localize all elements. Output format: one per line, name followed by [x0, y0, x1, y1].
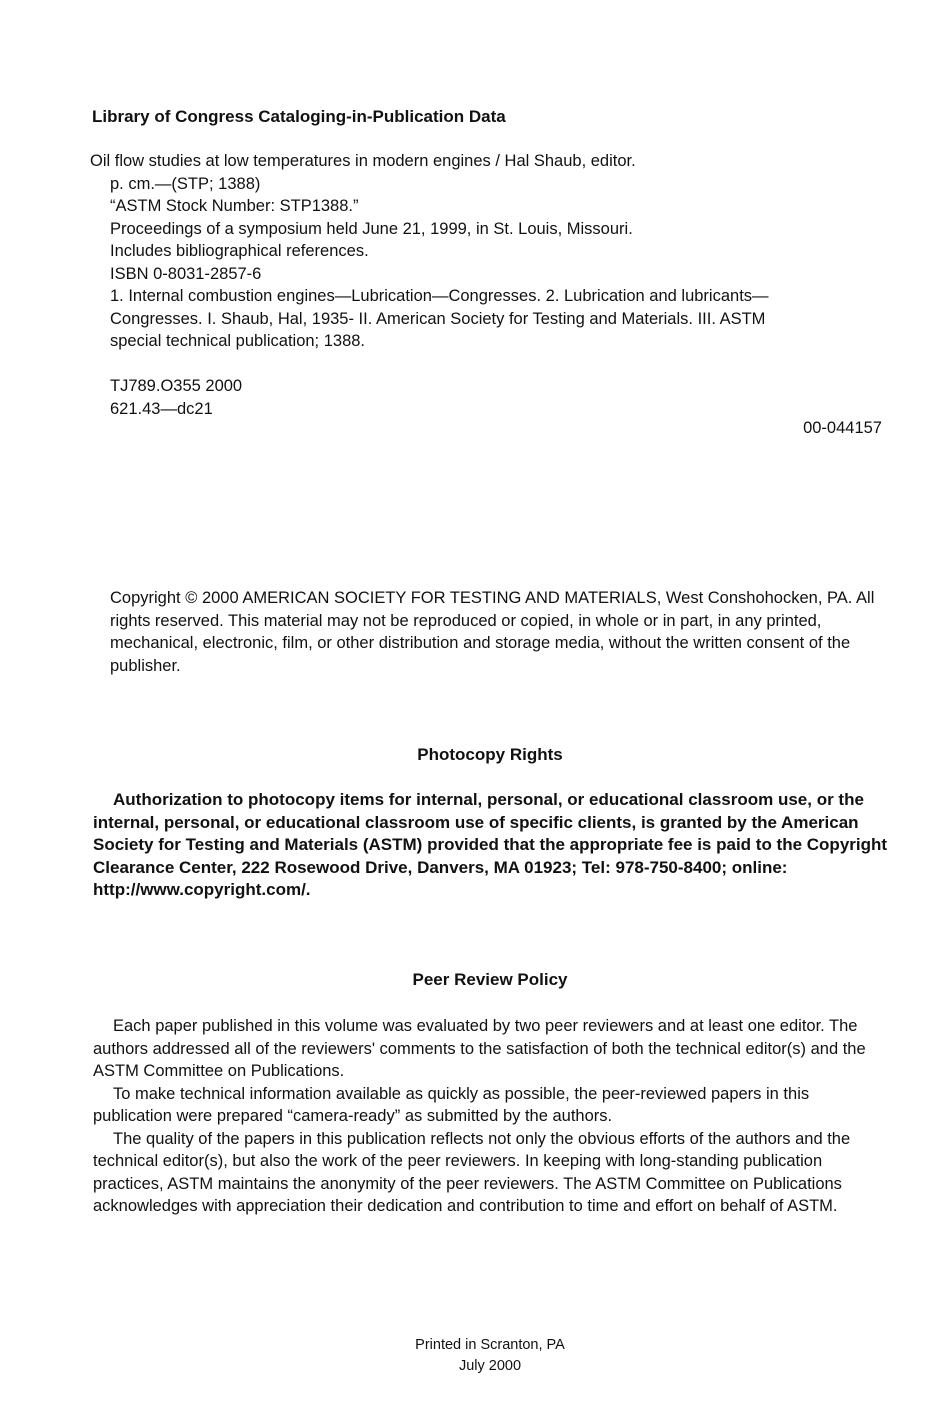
cip-proceedings-note: Proceedings of a symposium held June 21, 1999, in St. Louis, Missouri. — [110, 219, 633, 238]
cip-heading: Library of Congress Cataloging-in-Publication Data — [92, 107, 506, 126]
cip-record — [90, 150, 850, 353]
cip-pagination: p. cm.—(STP; 1388) — [110, 174, 261, 193]
cip-call-number: TJ789.O355 2000 — [110, 377, 243, 395]
cip-title-line: Oil flow studies at low temperatures in modern engines / Hal Shaub, editor. — [90, 152, 636, 170]
photocopy-rights-paragraph: Authorization to photocopy items for internal, personal, or educational classroom use, or the internal, personal, or educational classroom use of specific clients, is granted by the American Society for Testing and Materials (ASTM) provided that the appropriate fee is paid to the Copyright Clearance Center, 222 Rosewood Drive, Danvers, MA 01923; Tel: 978-750-8400; online: http://www.copyright.com/. — [93, 790, 888, 899]
cip-isbn: ISBN 0-8031-2857-6 — [110, 264, 262, 283]
peer-review-paragraph: To make technical information available as quickly as possible, the peer-reviewed papers in this publication were prepared “camera-ready” as submitted by the authors. — [93, 1084, 810, 1125]
cip-lccn: 00-044157 — [803, 419, 882, 437]
peer-review-paragraph: The quality of the papers in this publication reflects not only the obvious efforts of the authors and the technical editor(s), but also the work of the peer reviewers. In keeping with long-standing publication practices, ASTM maintains the anonymity of the peer reviewers. The ASTM Committee on Publications acknowledges with appreciation their dedication and contribution to time and effort on behalf of ASTM. — [93, 1129, 851, 1215]
cip-stock-number: “ASTM Stock Number: STP1388.” — [110, 197, 359, 215]
cip-dewey-number: 621.43—dc21 — [110, 399, 213, 418]
peer-review-body — [93, 1015, 873, 1218]
printing-info — [0, 1335, 950, 1377]
cip-subject-headings: 1. Internal combustion engines—Lubrication—Congresses. 2. Lubrication and lubricants—Congresses. I. Shaub, Hal, 1935- II. American Society for Testing and Materials. III. ASTM special technical publication; 1388. — [110, 287, 769, 350]
peer-review-paragraph: Each paper published in this volume was evaluated by two peer reviewers and at least one editor. The authors addressed all of the reviewers' comments to the satisfaction of both the technical editor(s) and the ASTM Committee on Publications. — [93, 1017, 866, 1080]
copyright-notice: Copyright © 2000 AMERICAN SOCIETY FOR TESTING AND MATERIALS, West Conshohocken, PA. All rights reserved. This material may not be reproduced or copied, in whole or in part, in any printed, mechanical, electronic, film, or other distribution and storage media, without the written consent of the publisher. — [110, 589, 875, 675]
cip-bibliography-note: Includes bibliographical references. — [110, 242, 369, 260]
printed-location: Printed in Scranton, PA — [415, 1337, 565, 1353]
cip-classification — [110, 375, 242, 420]
printed-date: July 2000 — [458, 1358, 522, 1374]
photocopy-rights-body — [93, 789, 888, 902]
peer-review-title: Peer Review Policy — [412, 970, 568, 989]
photocopy-rights-title: Photocopy Rights — [417, 745, 563, 764]
